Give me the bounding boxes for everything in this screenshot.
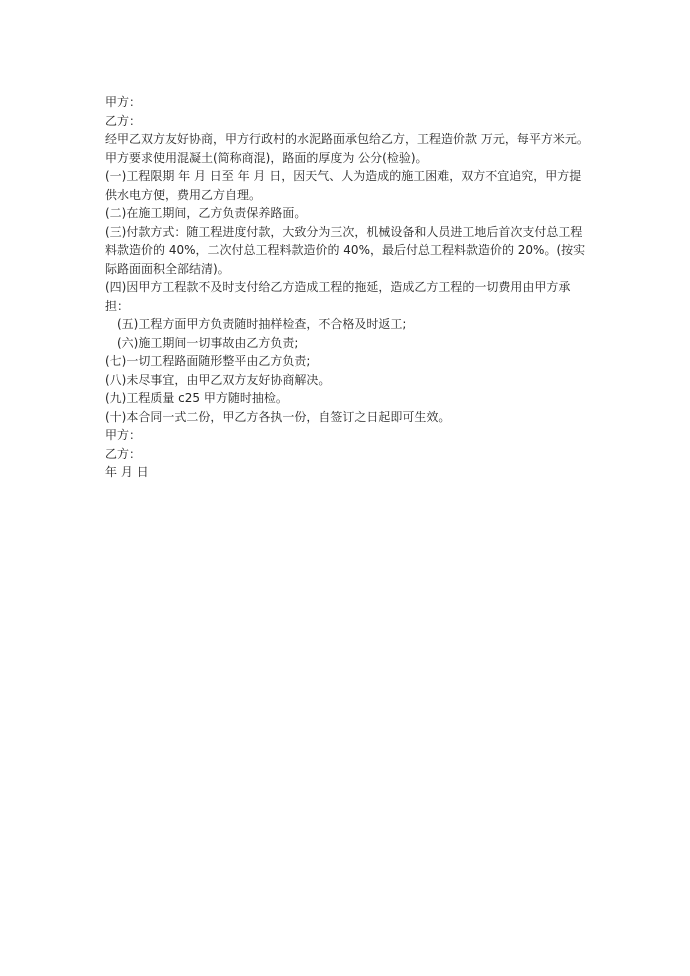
signature-party-b: 乙方： [105,446,142,461]
party-a-label: 甲方： [105,95,142,109]
clause-5: (五)工程方面甲方负责随时抽样检查，不合格及时返工; [117,317,407,331]
clause-6: (六)施工期间一切事故由乙方负责; [117,335,299,350]
clause-10: (十)本合同一式二份，甲乙方各执一份，自签订之日起即可生效。 [105,409,451,424]
clause-7: (七)一切工程路面随形整平由乙方负责; [105,354,311,368]
clause-8: (八)未尽事宜，由甲乙双方友好协商解决。 [105,372,331,387]
contract-body [105,93,590,482]
clause-2: (二)在施工期间，乙方负责保养路面。 [105,206,307,220]
clause-9: (九)工程质量 c25 甲方随时抽检。 [105,391,288,405]
signature-date: 年 月 日 [105,465,149,479]
contract-intro-paragraph: 经甲乙双方友好协商，甲方行政村的水泥路面承包给乙方，工程造价款 万元，每平方米元。甲方要求使用混凝土(简称商混)，路面的厚度为 公分(检验)。 [105,132,589,165]
clause-1: (一)工程限期 年 月 日至 年 月 日，因天气、人为造成的施工困难，双方不宜追究，甲方提供水电方便，费用乙方自理。 [105,169,582,202]
party-b-label: 乙方： [105,113,142,128]
clause-4: (四)因甲方工程款不及时支付给乙方造成工程的拖延，造成乙方工程的一切费用由甲方承担： [105,280,571,313]
signature-party-a: 甲方： [105,428,142,442]
clause-3: (三)付款方式：随工程进度付款，大致分为三次，机械设备和人员进工地后首次支付总工程料款造价的 40%，二次付总工程料款造价的 40%，最后付总工程料款造价的 20%。(按实际路面面积全部结清)。 [105,224,586,276]
